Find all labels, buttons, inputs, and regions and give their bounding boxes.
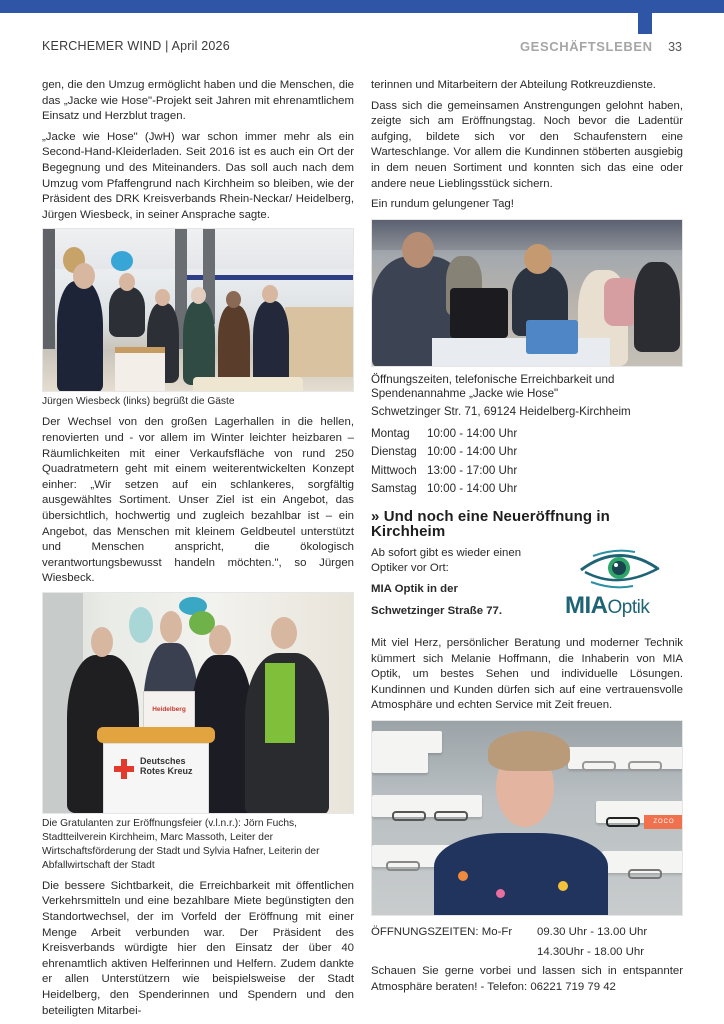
photo-backpack: [604, 278, 638, 326]
mia-opening-hours: [371, 922, 683, 962]
page-header-right: [520, 39, 682, 54]
photo-sign-text: Heidelberg: [152, 706, 186, 714]
hours-row: [371, 425, 683, 444]
mia-logo-mia: MIA: [565, 592, 608, 620]
paragraph: gen, die den Umzug ermöglicht haben und die Menschen, die das „Jacke wie Hose"-Projekt seit Jahren mit ehrenamtlichem Einsatz und Herzblut tragen.: [42, 79, 354, 123]
mia-optik-logo: [563, 546, 673, 618]
paragraph: „Jacke wie Hose" (JwH) war schon immer mehr als ein Second-Hand-Kleiderladen. Seit 2016 ist es auch ein Ort der Begegnung und des Miteinanders. Das soll auch nach dem Umzug vom Pfaffengrund nach Kirchheim so bleiben, wie der Präsident des DRK Kreisverbands Rhein-Neckar/ Heidelberg, Jürgen Wiesbeck, in seiner Ansprache sagte.: [42, 130, 354, 221]
photo-shelf: [372, 731, 442, 753]
photo-glasses: [392, 811, 426, 821]
photo-basket: [526, 320, 578, 354]
paragraph: Ein rundum gelungener Tag!: [371, 198, 514, 211]
hours-time: 10:00 - 14:00 Uhr: [427, 445, 518, 459]
address: Schwetzinger Str. 71, 69124 Heidelberg-Kirchheim: [371, 404, 631, 418]
photo-brand-tag: ZOCO: [644, 815, 683, 829]
hours-time: 13:00 - 17:00 Uhr: [427, 463, 518, 477]
photo-shelf: [285, 307, 354, 377]
hours-row: [371, 480, 683, 499]
publication-title: KERCHEMER WIND | April 2026: [42, 39, 230, 53]
photo-person-head: [402, 232, 434, 268]
paragraph: Der Wechsel von den großen Lagerhallen in die hellen, renovierten und - vor allem im Winter leichter heizbaren – Räumlichkeiten mit einer Verkaufsfläche von rund 250 Quadratmetern geht mit einem weiterentwickelten Konzept einher: „Wir setzen auf ein schlankeres, sorgfältig ausgewähltes Sortiment. Unser Ziel ist ein Angebot, das übersichtlich, hochwertig und zugleich bezahlbar ist – ein Angebot, das Menschen mit kleinem Geldbeutel unterstützt und Menschen anspricht, die ökologisch verantwortungsbewusst handeln möchten.", so Jürgen Wiesbeck.: [42, 416, 354, 585]
opening-time: 14.30Uhr - 18.00 Uhr: [537, 945, 645, 958]
section-heading: » Und noch eine Neueröffnung in Kirchheim: [371, 507, 610, 541]
opening-label-spacer: [371, 942, 537, 962]
eye-icon: [563, 546, 673, 590]
photo-glasses: [434, 811, 468, 821]
photo-flower-pattern: [458, 871, 468, 881]
info-title: Öffnungszeiten, telefonische Erreichbarkeit und Spendenannahme „Jacke wie Hose": [371, 372, 615, 401]
header-accent-bar: [0, 0, 724, 13]
photo-caption: Die Gratulanten zur Eröffnungsfeier (v.l.n.r.): Jörn Fuchs, Stadtteilverein Kirchheim, Marc Massoth, Leiter der Wirtschaftsförderung der Stadt und Sylvia Hafner, Leiterin der Abfallwirtschaft der Stadt: [42, 817, 320, 871]
hours-time: 10:00 - 14:00 Uhr: [427, 426, 518, 440]
photo-glasses: [628, 869, 662, 879]
photo-glasses: [582, 761, 616, 771]
hours-row: [371, 443, 683, 462]
mia-logo-wordmark: [565, 592, 650, 620]
mia-logo-optik: Optik: [607, 597, 650, 619]
section-title: GESCHÄFTSLEBEN: [519, 39, 653, 54]
photo-flower-pattern: [558, 881, 568, 891]
photo-person: [183, 301, 215, 385]
photo-food-table: [193, 377, 303, 392]
photo-stand-text: Deutsches Rotes Kreuz: [140, 755, 193, 776]
opening-row: [371, 942, 683, 962]
paragraph: Mit viel Herz, persönlicher Beratung und moderner Technik kümmert sich Melanie Hoffmann, die Inhaberin von MIA Optik, um bestes Sehen und individuelle Lösungen. Kundinnen und Kunden dürfen sich auf eine vertrauensvolle Atmosphäre und echten Service mit Zeit freuen.: [371, 636, 683, 712]
photo-opening-day-queue: [371, 219, 683, 367]
mia-address-line: Schwetzinger Straße 77.: [371, 604, 503, 617]
photo-podium: [115, 347, 165, 392]
photo-person-head: [209, 625, 231, 655]
mia-optik-text: [371, 546, 551, 622]
photo-congratulators: [42, 592, 354, 814]
photo-person: [253, 301, 289, 387]
photo-person-head: [91, 627, 113, 657]
hours-day: Dienstag: [371, 445, 417, 459]
paragraph: Die bessere Sichtbarkeit, die Erreichbarkeit mit öffentlichen Verkehrsmitteln und eine bezahlbare Miete begünstigten den Standortwechsel, der im Vorfeld der Eröffnung mit einer Menge Arbeit verbunden war. Der Präsident des Kreisverbands würdigte hier den Einsatz der über 40 ehrenamtlich aktiven Helferinnen und Helfern. Zudem dankte er allen Unterstützern wie beispielsweise der Stadt Heidelberg, den Spenderinnen und Spendern und den beteiligten Mitarbei-: [42, 879, 354, 1017]
paragraph: Dass sich die gemeinsamen Anstrengungen gelohnt haben, zeigte sich am Eröffnungstag. Noch bevor die Ladentür aufging, bildete sich vor den Schaufenstern eine Warteschlange. Vor allem die Kundinnen stöberten ausgiebig in dem neuen Sortiment und konnten sich das eine oder andere neue Lieblingsstück sichern.: [371, 99, 683, 190]
photo-stand-top: [97, 727, 215, 743]
photo-caption: Jürgen Wiesbeck (links) begrüßt die Gäste: [42, 396, 235, 408]
mia-intro: Ab sofort gibt es wieder einen Optiker vor Ort:: [371, 546, 522, 574]
header-accent-tab: [638, 0, 652, 34]
paragraph: terinnen und Mitarbeitern der Abteilung Rotkreuzdienste.: [371, 79, 656, 91]
opening-label: ÖFFNUNGSZEITEN: Mo-Fr: [371, 925, 513, 938]
mia-optik-intro: [371, 546, 683, 622]
photo-person: [109, 287, 145, 337]
photo-shelf: [372, 751, 428, 773]
photo-sign: [143, 691, 195, 729]
opening-row: [371, 922, 683, 942]
opening-hours-table: [371, 425, 683, 499]
photo-green-shirt: [265, 663, 295, 743]
left-column: [42, 78, 354, 1024]
photo-person-head: [160, 611, 182, 643]
red-cross-icon-vertical: [121, 759, 127, 779]
photo-person: [57, 281, 103, 392]
photo-glasses: [628, 761, 662, 771]
right-column: [371, 78, 683, 1000]
photo-person-head: [524, 244, 552, 274]
photo-person: [634, 262, 680, 352]
photo-mia-optik-owner: [371, 720, 683, 916]
hours-day: Mittwoch: [371, 463, 417, 477]
photo-person-head: [271, 617, 297, 649]
photo-glasses: [606, 817, 640, 827]
photo-balloon: [129, 607, 153, 643]
photo-curly-hair: [488, 731, 570, 771]
opening-time: 09.30 Uhr - 13.00 Uhr: [537, 925, 648, 938]
photo-pillar: [43, 229, 55, 349]
hours-row: [371, 462, 683, 481]
photo-opening-speech: [42, 228, 354, 392]
mia-address-line: MIA Optik in der: [371, 582, 458, 595]
page-number: 33: [668, 40, 682, 54]
photo-drk-stand: [103, 743, 209, 814]
photo-flower-pattern: [496, 889, 505, 898]
hours-day: Montag: [371, 426, 410, 440]
hours-day: Samstag: [371, 482, 417, 496]
photo-counter: [432, 338, 610, 367]
photo-bag: [450, 288, 508, 338]
photo-glasses: [386, 861, 420, 871]
photo-person: [218, 305, 250, 385]
closing-paragraph: Schauen Sie gerne vorbei und lassen sich in entspannter Atmosphäre beraten! - Telefon: 06221 719 79 42: [371, 964, 683, 993]
hours-time: 10:00 - 14:00 Uhr: [427, 482, 518, 496]
photo-ceiling: [43, 229, 353, 269]
